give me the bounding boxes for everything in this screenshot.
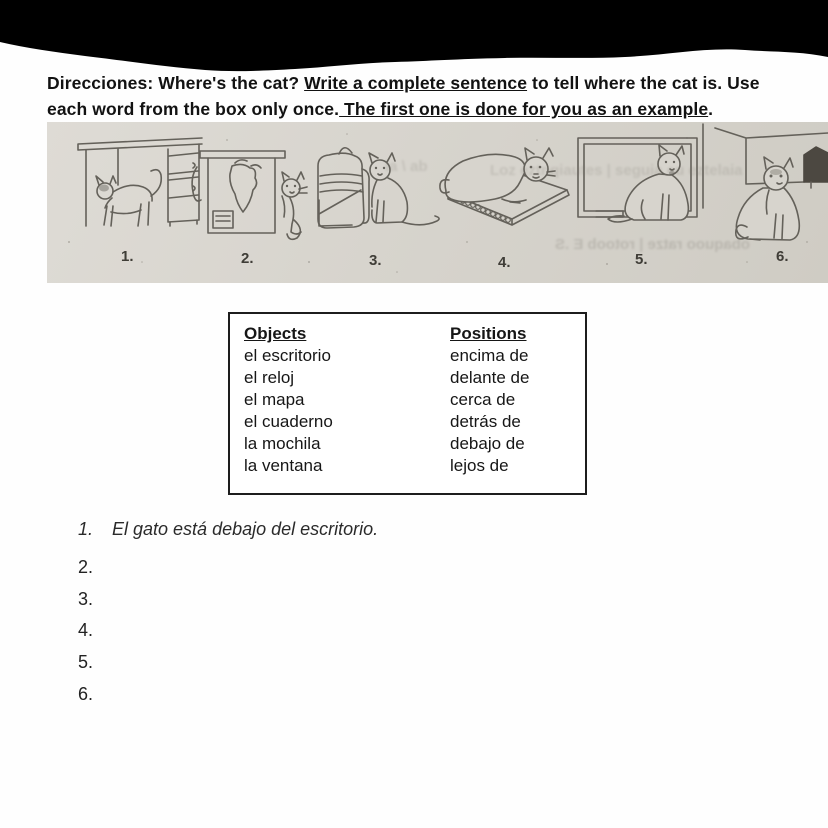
answer-line-6 — [78, 684, 112, 705]
answer-number: 1. — [78, 519, 94, 539]
objects-column — [244, 323, 333, 477]
figure-number-5: 5. — [635, 251, 648, 268]
answer-number: 6. — [78, 684, 94, 704]
scene-cat-under-desk — [78, 138, 202, 226]
position-word: lejos de — [450, 456, 509, 475]
position-word: detrás de — [450, 412, 521, 431]
positions-column — [450, 323, 529, 477]
word-box — [228, 312, 587, 495]
bleedthrough-text: la \ ab — [385, 158, 428, 175]
redaction-blob — [0, 0, 828, 80]
object-word: la ventana — [244, 456, 323, 475]
object-word: la mochila — [244, 434, 321, 453]
answer-number: 5. — [78, 652, 94, 672]
position-word: encima de — [450, 346, 529, 365]
scene-cat-on-notebook — [440, 148, 569, 225]
objects-header: Objects — [244, 324, 307, 343]
object-word: el reloj — [244, 368, 295, 387]
figure-number-6: 6. — [776, 248, 789, 265]
position-word: delante de — [450, 368, 530, 387]
answer-line-4 — [78, 620, 112, 641]
figure-number-2: 2. — [241, 250, 254, 267]
answer-line-5 — [78, 652, 112, 673]
answer-number: 4. — [78, 620, 94, 640]
scene-cat-behind-map — [192, 151, 307, 239]
bleedthrough-text: Loz eztnqiautes | seguia eu eztelaia — [490, 162, 743, 179]
answer-number: 3. — [78, 589, 94, 609]
underlined-phrase: The first one is done for you as an example — [339, 99, 709, 119]
clock-icon — [804, 147, 828, 182]
directions-line-2: each word from the box only once. The first one is done for you as an example. — [47, 99, 714, 119]
answer-line-3 — [78, 589, 112, 610]
position-word: debajo de — [450, 434, 525, 453]
positions-header: Positions — [450, 324, 527, 343]
object-word: el cuaderno — [244, 412, 333, 431]
figure-number-3: 3. — [369, 252, 382, 269]
underlined-phrase: Write a complete sentence — [304, 73, 528, 93]
figure-number-4: 4. — [498, 254, 511, 271]
directions-line-1: Direcciones: Where's the cat? Write a complete sentence to tell where the cat is. Use — [47, 73, 760, 93]
directions-text — [47, 70, 809, 122]
answer-line-1 — [78, 519, 378, 540]
figure-number-1: 1. — [121, 248, 134, 265]
scene-cat-far-from-clock — [703, 124, 828, 240]
answer-text: El gato está debajo del escritorio. — [112, 519, 379, 539]
answer-number: 2. — [78, 557, 94, 577]
object-word: el escritorio — [244, 346, 331, 365]
cat-scenes-illustration — [47, 122, 828, 283]
object-word: el mapa — [244, 390, 305, 409]
scene-cat-in-front-of-window — [578, 138, 697, 222]
bleedthrough-text: obaquoo ratze | rotoob E .S — [555, 236, 751, 253]
position-word: cerca de — [450, 390, 516, 409]
answer-line-2 — [78, 557, 112, 578]
photo-strip — [47, 122, 828, 283]
